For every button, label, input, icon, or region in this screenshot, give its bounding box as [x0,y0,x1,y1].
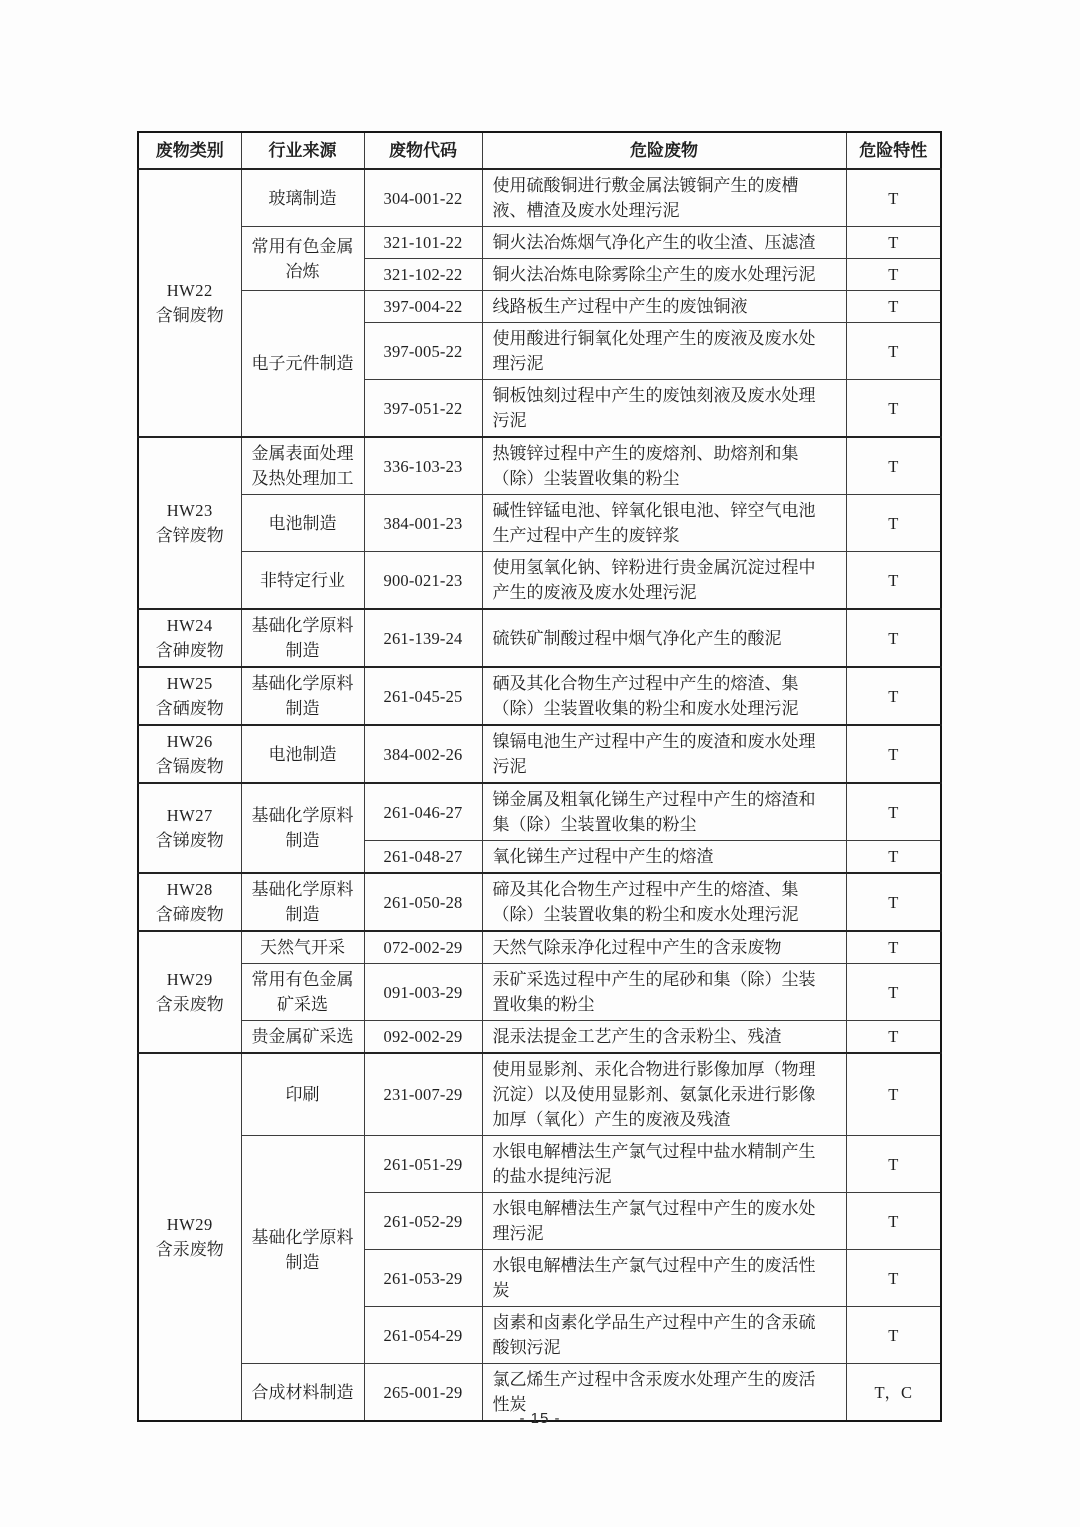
waste-code-cell: 900-021-23 [364,552,482,610]
waste-code-cell: 231-007-29 [364,1053,482,1136]
table-row [138,667,941,725]
waste-code-cell: 384-001-23 [364,495,482,552]
category-name: 含硒废物 [155,699,224,718]
waste-description-cell: 使用酸进行铜氧化处理产生的废液及废水处理污泥 [482,323,846,380]
waste-description-cell: 天然气除汞净化过程中产生的含汞废物 [482,931,846,964]
table-row [138,291,941,323]
industry-cell: 合成材料制造 [241,1364,364,1422]
industry-cell: 常用有色金属冶炼 [241,227,364,291]
waste-code-cell: 321-102-22 [364,259,482,291]
industry-cell: 非特定行业 [241,552,364,610]
category-name: 含铜废物 [155,306,224,325]
table-row [138,1136,941,1193]
industry-cell: 基础化学原料制造 [241,609,364,667]
industry-cell: 电池制造 [241,725,364,783]
waste-description-cell: 镍镉电池生产过程中产生的废渣和废水处理污泥 [482,725,846,783]
industry-cell: 电池制造 [241,495,364,552]
column-header-industry-source: 行业来源 [241,132,364,169]
waste-description-cell: 碱性锌锰电池、锌氧化银电池、锌空气电池生产过程中产生的废锌浆 [482,495,846,552]
hazard-property-cell: T [846,323,941,380]
industry-cell: 金属表面处理及热处理加工 [241,437,364,495]
category-cell [138,725,241,783]
hazard-property-cell: T [846,1136,941,1193]
hazard-property-cell: T [846,552,941,610]
hazard-property-cell: T [846,291,941,323]
category-code: HW26 [166,732,213,751]
industry-cell: 基础化学原料制造 [241,783,364,873]
hazard-property-cell: T [846,1250,941,1307]
industry-cell: 贵金属矿采选 [241,1021,364,1054]
column-header-hazardous-waste: 危险废物 [482,132,846,169]
hazard-property-cell: T [846,964,941,1021]
waste-description-cell: 锑金属及粗氧化锑生产过程中产生的熔渣和集（除）尘装置收集的粉尘 [482,783,846,841]
waste-code-cell: 261-051-29 [364,1136,482,1193]
waste-description-cell: 使用硫酸铜进行敷金属法镀铜产生的废槽液、槽渣及废水处理污泥 [482,169,846,227]
category-cell [138,437,241,609]
hazardous-waste-table [137,131,942,1422]
table-body [138,169,941,1421]
page-number: - 15 - [519,1410,561,1427]
table-row [138,437,941,495]
category-cell [138,169,241,437]
waste-description-cell: 铜火法冶炼电除雾除尘产生的废水处理污泥 [482,259,846,291]
header-row [138,132,941,169]
category-name: 含砷废物 [155,641,224,660]
category-cell [138,931,241,1053]
waste-description-cell: 热镀锌过程中产生的废熔剂、助熔剂和集（除）尘装置收集的粉尘 [482,437,846,495]
table-row [138,609,941,667]
table-row [138,873,941,931]
category-code: HW23 [166,501,213,520]
waste-code-cell: 261-139-24 [364,609,482,667]
hazard-property-cell: T [846,841,941,874]
waste-description-cell: 碲及其化合物生产过程中产生的熔渣、集（除）尘装置收集的粉尘和废水处理污泥 [482,873,846,931]
hazard-property-cell: T [846,1021,941,1054]
waste-description-cell: 铜火法冶炼烟气净化产生的收尘渣、压滤渣 [482,227,846,259]
hazard-property-cell: T [846,667,941,725]
category-name: 含锑废物 [155,831,224,850]
waste-description-cell: 汞矿采选过程中产生的尾砂和集（除）尘装置收集的粉尘 [482,964,846,1021]
category-code: HW28 [166,880,213,899]
waste-description-cell: 水银电解槽法生产氯气过程中产生的废水处理污泥 [482,1193,846,1250]
industry-cell: 基础化学原料制造 [241,667,364,725]
waste-code-cell: 261-046-27 [364,783,482,841]
hazard-property-cell: T [846,783,941,841]
category-cell [138,873,241,931]
category-cell [138,667,241,725]
column-header-waste-code: 废物代码 [364,132,482,169]
hazard-property-cell: T [846,380,941,438]
category-cell [138,609,241,667]
industry-cell: 天然气开采 [241,931,364,964]
waste-description-cell: 氯乙烯生产过程中含汞废水处理产生的废活性炭 [482,1364,846,1422]
waste-code-cell: 397-051-22 [364,380,482,438]
category-code: HW29 [166,970,213,989]
waste-description-cell: 硫铁矿制酸过程中烟气净化产生的酸泥 [482,609,846,667]
hazard-property-cell: T [846,437,941,495]
waste-code-cell: 397-004-22 [364,291,482,323]
hazard-property-cell: T，C [846,1364,941,1422]
category-code: HW27 [166,806,213,825]
table-row [138,964,941,1021]
waste-code-cell: 261-052-29 [364,1193,482,1250]
waste-code-cell: 261-048-27 [364,841,482,874]
waste-description-cell: 使用显影剂、汞化合物进行影像加厚（物理沉淀）以及使用显影剂、氨氯化汞进行影像加厚（氧化）产生的废液及残渣 [482,1053,846,1136]
waste-description-cell: 氧化锑生产过程中产生的熔渣 [482,841,846,874]
waste-description-cell: 线路板生产过程中产生的废蚀铜液 [482,291,846,323]
waste-code-cell: 261-054-29 [364,1307,482,1364]
waste-description-cell: 使用氢氧化钠、锌粉进行贵金属沉淀过程中产生的废液及废水处理污泥 [482,552,846,610]
waste-code-cell: 261-053-29 [364,1250,482,1307]
hazard-property-cell: T [846,1193,941,1250]
category-name: 含镉废物 [155,757,224,776]
hazard-property-cell: T [846,873,941,931]
table-row [138,552,941,610]
waste-code-cell: 265-001-29 [364,1364,482,1422]
hazard-property-cell: T [846,259,941,291]
table-row [138,1021,941,1054]
hazard-property-cell: T [846,1053,941,1136]
waste-code-cell: 261-050-28 [364,873,482,931]
waste-description-cell: 卤素和卤素化学品生产过程中产生的含汞硫酸钡污泥 [482,1307,846,1364]
table-row [138,495,941,552]
table-row [138,725,941,783]
category-name: 含碲废物 [155,905,224,924]
hazard-property-cell: T [846,227,941,259]
waste-description-cell: 铜板蚀刻过程中产生的废蚀刻液及废水处理污泥 [482,380,846,438]
category-cell [138,783,241,873]
waste-description-cell: 混汞法提金工艺产生的含汞粉尘、残渣 [482,1021,846,1054]
waste-code-cell: 336-103-23 [364,437,482,495]
waste-code-cell: 092-002-29 [364,1021,482,1054]
hazard-property-cell: T [846,609,941,667]
category-name: 含锌废物 [155,526,224,545]
table-row [138,783,941,841]
table-row [138,1053,941,1136]
waste-code-cell: 321-101-22 [364,227,482,259]
column-header-waste-category: 废物类别 [138,132,241,169]
category-cell [138,1053,241,1421]
industry-cell: 基础化学原料制造 [241,1136,364,1364]
waste-description-cell: 水银电解槽法生产氯气过程中盐水精制产生的盐水提纯污泥 [482,1136,846,1193]
waste-code-cell: 072-002-29 [364,931,482,964]
waste-description-cell: 水银电解槽法生产氯气过程中产生的废活性炭 [482,1250,846,1307]
category-code: HW22 [166,281,213,300]
category-name: 含汞废物 [155,1240,224,1259]
hazard-property-cell: T [846,931,941,964]
category-code: HW29 [166,1215,213,1234]
category-name: 含汞废物 [155,995,224,1014]
waste-code-cell: 397-005-22 [364,323,482,380]
table-row [138,227,941,259]
table-row [138,169,941,227]
waste-code-cell: 261-045-25 [364,667,482,725]
hazard-property-cell: T [846,725,941,783]
hazard-property-cell: T [846,1307,941,1364]
waste-code-cell: 304-001-22 [364,169,482,227]
waste-description-cell: 硒及其化合物生产过程中产生的熔渣、集（除）尘装置收集的粉尘和废水处理污泥 [482,667,846,725]
category-code: HW24 [166,616,213,635]
waste-code-cell: 384-002-26 [364,725,482,783]
column-header-hazard-property: 危险特性 [846,132,941,169]
industry-cell: 玻璃制造 [241,169,364,227]
industry-cell: 电子元件制造 [241,291,364,438]
industry-cell: 印刷 [241,1053,364,1136]
industry-cell: 常用有色金属矿采选 [241,964,364,1021]
waste-code-cell: 091-003-29 [364,964,482,1021]
table-header [138,132,941,169]
hazard-property-cell: T [846,495,941,552]
category-code: HW25 [166,674,213,693]
hazard-property-cell: T [846,169,941,227]
industry-cell: 基础化学原料制造 [241,873,364,931]
table-row [138,931,941,964]
